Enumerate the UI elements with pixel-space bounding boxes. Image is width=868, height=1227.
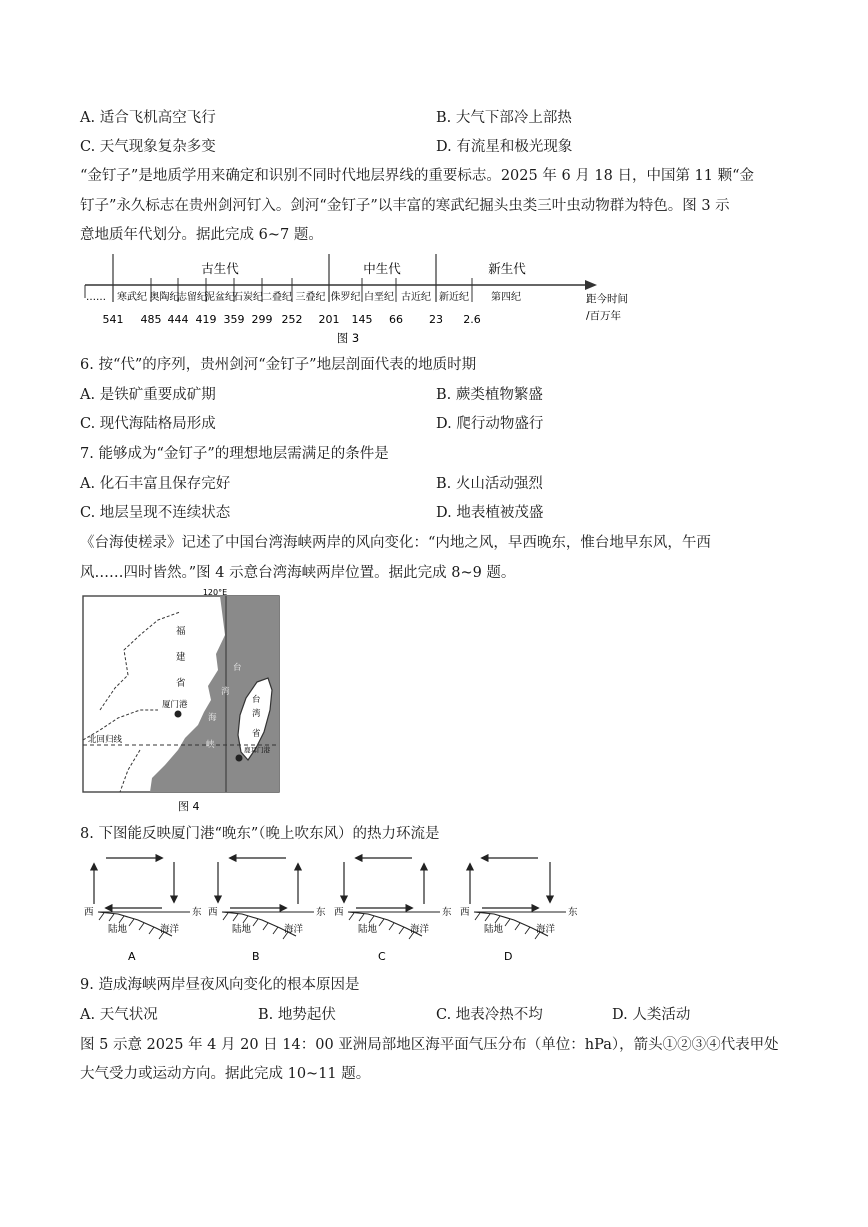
period-label: 寒武纪 — [117, 292, 147, 303]
option-label: C — [378, 950, 386, 963]
longitude-label: 120°E — [202, 588, 228, 597]
strait-char-2: 湾 — [221, 687, 230, 697]
q6-option-c: C. 现代海陆格局形成 — [80, 416, 216, 432]
luermen-label: 鹿耳门港 — [244, 746, 270, 754]
strait-char-4: 峡 — [206, 740, 215, 750]
era-mesozoic: 中生代 — [363, 261, 401, 276]
period-label: 志留纪 — [177, 292, 207, 303]
strait-char-3: 海 — [208, 713, 217, 723]
tropic-label: 北回归线 — [88, 735, 123, 745]
timeline-leading: …… — [86, 292, 106, 303]
q5-option-d: D. 有流星和极光现象 — [436, 139, 573, 155]
west-label: 西 — [84, 907, 94, 918]
q7-option-c: C. 地层呈现不连续状态 — [80, 505, 231, 521]
intro-6-7-line3: 意地质年代划分。据此完成 6~7 题。 — [80, 227, 323, 243]
sea-label: 海洋 — [536, 924, 556, 935]
west-label: 西 — [460, 907, 470, 918]
option-label: B — [252, 950, 260, 963]
period-label: 三叠纪 — [295, 292, 326, 303]
q5-option-a: A. 适合飞机高空飞行 — [80, 110, 216, 126]
fujian-char-3: 省 — [176, 678, 186, 689]
q5-option-c: C. 天气现象复杂多变 — [80, 139, 216, 155]
q7-stem: 7. 能够成为“金钉子”的理想地层需满足的条件是 — [80, 446, 389, 462]
intro-8-9-line2: 风……四时皆然。”图 4 示意台湾海峡两岸位置。据此完成 8~9 题。 — [80, 565, 516, 581]
period-label: 奥陶纪 — [149, 292, 180, 303]
era-cenozoic: 新生代 — [488, 261, 526, 276]
period-label: 石炭纪 — [233, 292, 263, 303]
age-label: 541 — [102, 313, 124, 326]
circulation-diagram-a[interactable] — [84, 858, 202, 963]
intro-10-11-line2: 大气受力或运动方向。据此完成 10~11 题。 — [80, 1066, 371, 1082]
age-label: 201 — [318, 313, 340, 326]
east-label: 东 — [316, 907, 326, 918]
circulation-diagram-d[interactable] — [460, 858, 578, 963]
era-paleozoic: 古生代 — [201, 261, 239, 276]
figure-4-caption: 图 4 — [178, 800, 200, 813]
sea-label: 海洋 — [160, 924, 180, 935]
circulation-diagram-c[interactable] — [334, 858, 452, 963]
strait-char-1: 台 — [233, 663, 242, 673]
q8-circulation-diagrams — [78, 852, 598, 970]
period-label: 古近纪 — [401, 292, 431, 303]
q7-option-d: D. 地表植被茂盛 — [436, 505, 544, 521]
q9-option-a: A. 天气状况 — [80, 1007, 158, 1023]
option-label: A — [128, 950, 136, 963]
period-label: 新近纪 — [439, 292, 469, 303]
east-label: 东 — [568, 907, 578, 918]
q9-option-d: D. 人类活动 — [612, 1007, 691, 1023]
age-label: 2.6 — [463, 313, 481, 326]
q5-option-b: B. 大气下部冷上部热 — [436, 110, 572, 126]
xiamen-label: 厦门港 — [162, 700, 188, 710]
circulation-diagram-b[interactable] — [208, 858, 326, 963]
east-label: 东 — [192, 907, 202, 918]
age-label: 299 — [251, 313, 273, 326]
figure-3-timeline — [80, 250, 628, 348]
age-label: 359 — [223, 313, 245, 326]
age-label: 23 — [429, 313, 443, 326]
figure-3-caption: 图 3 — [336, 331, 360, 345]
intro-8-9-line1: 《台海使槎录》记述了中国台湾海峡两岸的风向变化：“内地之风，早西晚东，惟台地早东风，午西 — [80, 535, 711, 551]
xiamen-port-marker — [175, 711, 182, 718]
age-label: 252 — [281, 313, 303, 326]
sea-label: 海洋 — [284, 924, 304, 935]
west-label: 西 — [208, 907, 218, 918]
period-label: 侏罗纪 — [330, 292, 361, 303]
q9-stem: 9. 造成海峡两岸昼夜风向变化的根本原因是 — [80, 977, 360, 993]
land-label: 陆地 — [108, 924, 128, 935]
period-label: 二叠纪 — [262, 292, 292, 303]
taiwan-char-1: 台 — [252, 695, 261, 705]
luermen-port-marker — [236, 755, 243, 762]
axis-label-time: 距今时间 — [586, 293, 628, 305]
period-label: 泥盆纪 — [205, 292, 235, 303]
period-label: 第四纪 — [491, 292, 521, 303]
intro-10-11-line1: 图 5 示意 2025 年 4 月 20 日 14：00 亚洲局部地区海平面气压分布（单位：hPa），箭头①②③④代表甲处 — [80, 1037, 779, 1053]
axis-label-unit: /百万年 — [586, 310, 622, 322]
q9-option-b: B. 地势起伏 — [258, 1007, 336, 1023]
fujian-char-1: 福 — [176, 626, 186, 637]
q8-stem: 8. 下图能反映厦门港“晚东”（晚上吹东风）的热力环流是 — [80, 826, 440, 842]
intro-6-7-line2: 钉子”永久标志在贵州剑河钉入。剑河“金钉子”以丰富的寒武纪掘头虫类三叶虫动物群为特色。图 3 示 — [80, 198, 730, 214]
q6-option-d: D. 爬行动物盛行 — [436, 416, 544, 432]
age-label: 66 — [389, 313, 403, 326]
land-label: 陆地 — [232, 924, 252, 935]
land-label: 陆地 — [484, 924, 504, 935]
option-label: D — [504, 950, 513, 963]
land-label: 陆地 — [358, 924, 378, 935]
age-label: 419 — [195, 313, 217, 326]
q6-stem: 6. 按“代”的序列，贵州剑河“金钉子”地层剖面代表的地质时期 — [80, 357, 477, 373]
sea-label: 海洋 — [410, 924, 430, 935]
period-label: 白垩纪 — [364, 292, 394, 303]
q9-option-c: C. 地表冷热不均 — [436, 1007, 543, 1023]
q6-option-a: A. 是铁矿重要成矿期 — [80, 387, 216, 403]
age-label: 444 — [167, 313, 189, 326]
figure-4-map — [80, 590, 285, 820]
age-label: 485 — [140, 313, 162, 326]
east-label: 东 — [442, 907, 452, 918]
age-label: 145 — [351, 313, 373, 326]
intro-6-7-line1: “金钉子”是地质学用来确定和识别不同时代地层界线的重要标志。2025 年 6 月 18 日，中国第 11 颗“金 — [80, 168, 755, 184]
taiwan-char-2: 湾 — [252, 709, 261, 719]
west-label: 西 — [334, 907, 344, 918]
q7-option-b: B. 火山活动强烈 — [436, 476, 543, 492]
taiwan-char-3: 省 — [252, 729, 261, 739]
fujian-char-2: 建 — [176, 652, 186, 663]
q6-option-b: B. 蕨类植物繁盛 — [436, 387, 543, 403]
q7-option-a: A. 化石丰富且保存完好 — [80, 476, 231, 492]
